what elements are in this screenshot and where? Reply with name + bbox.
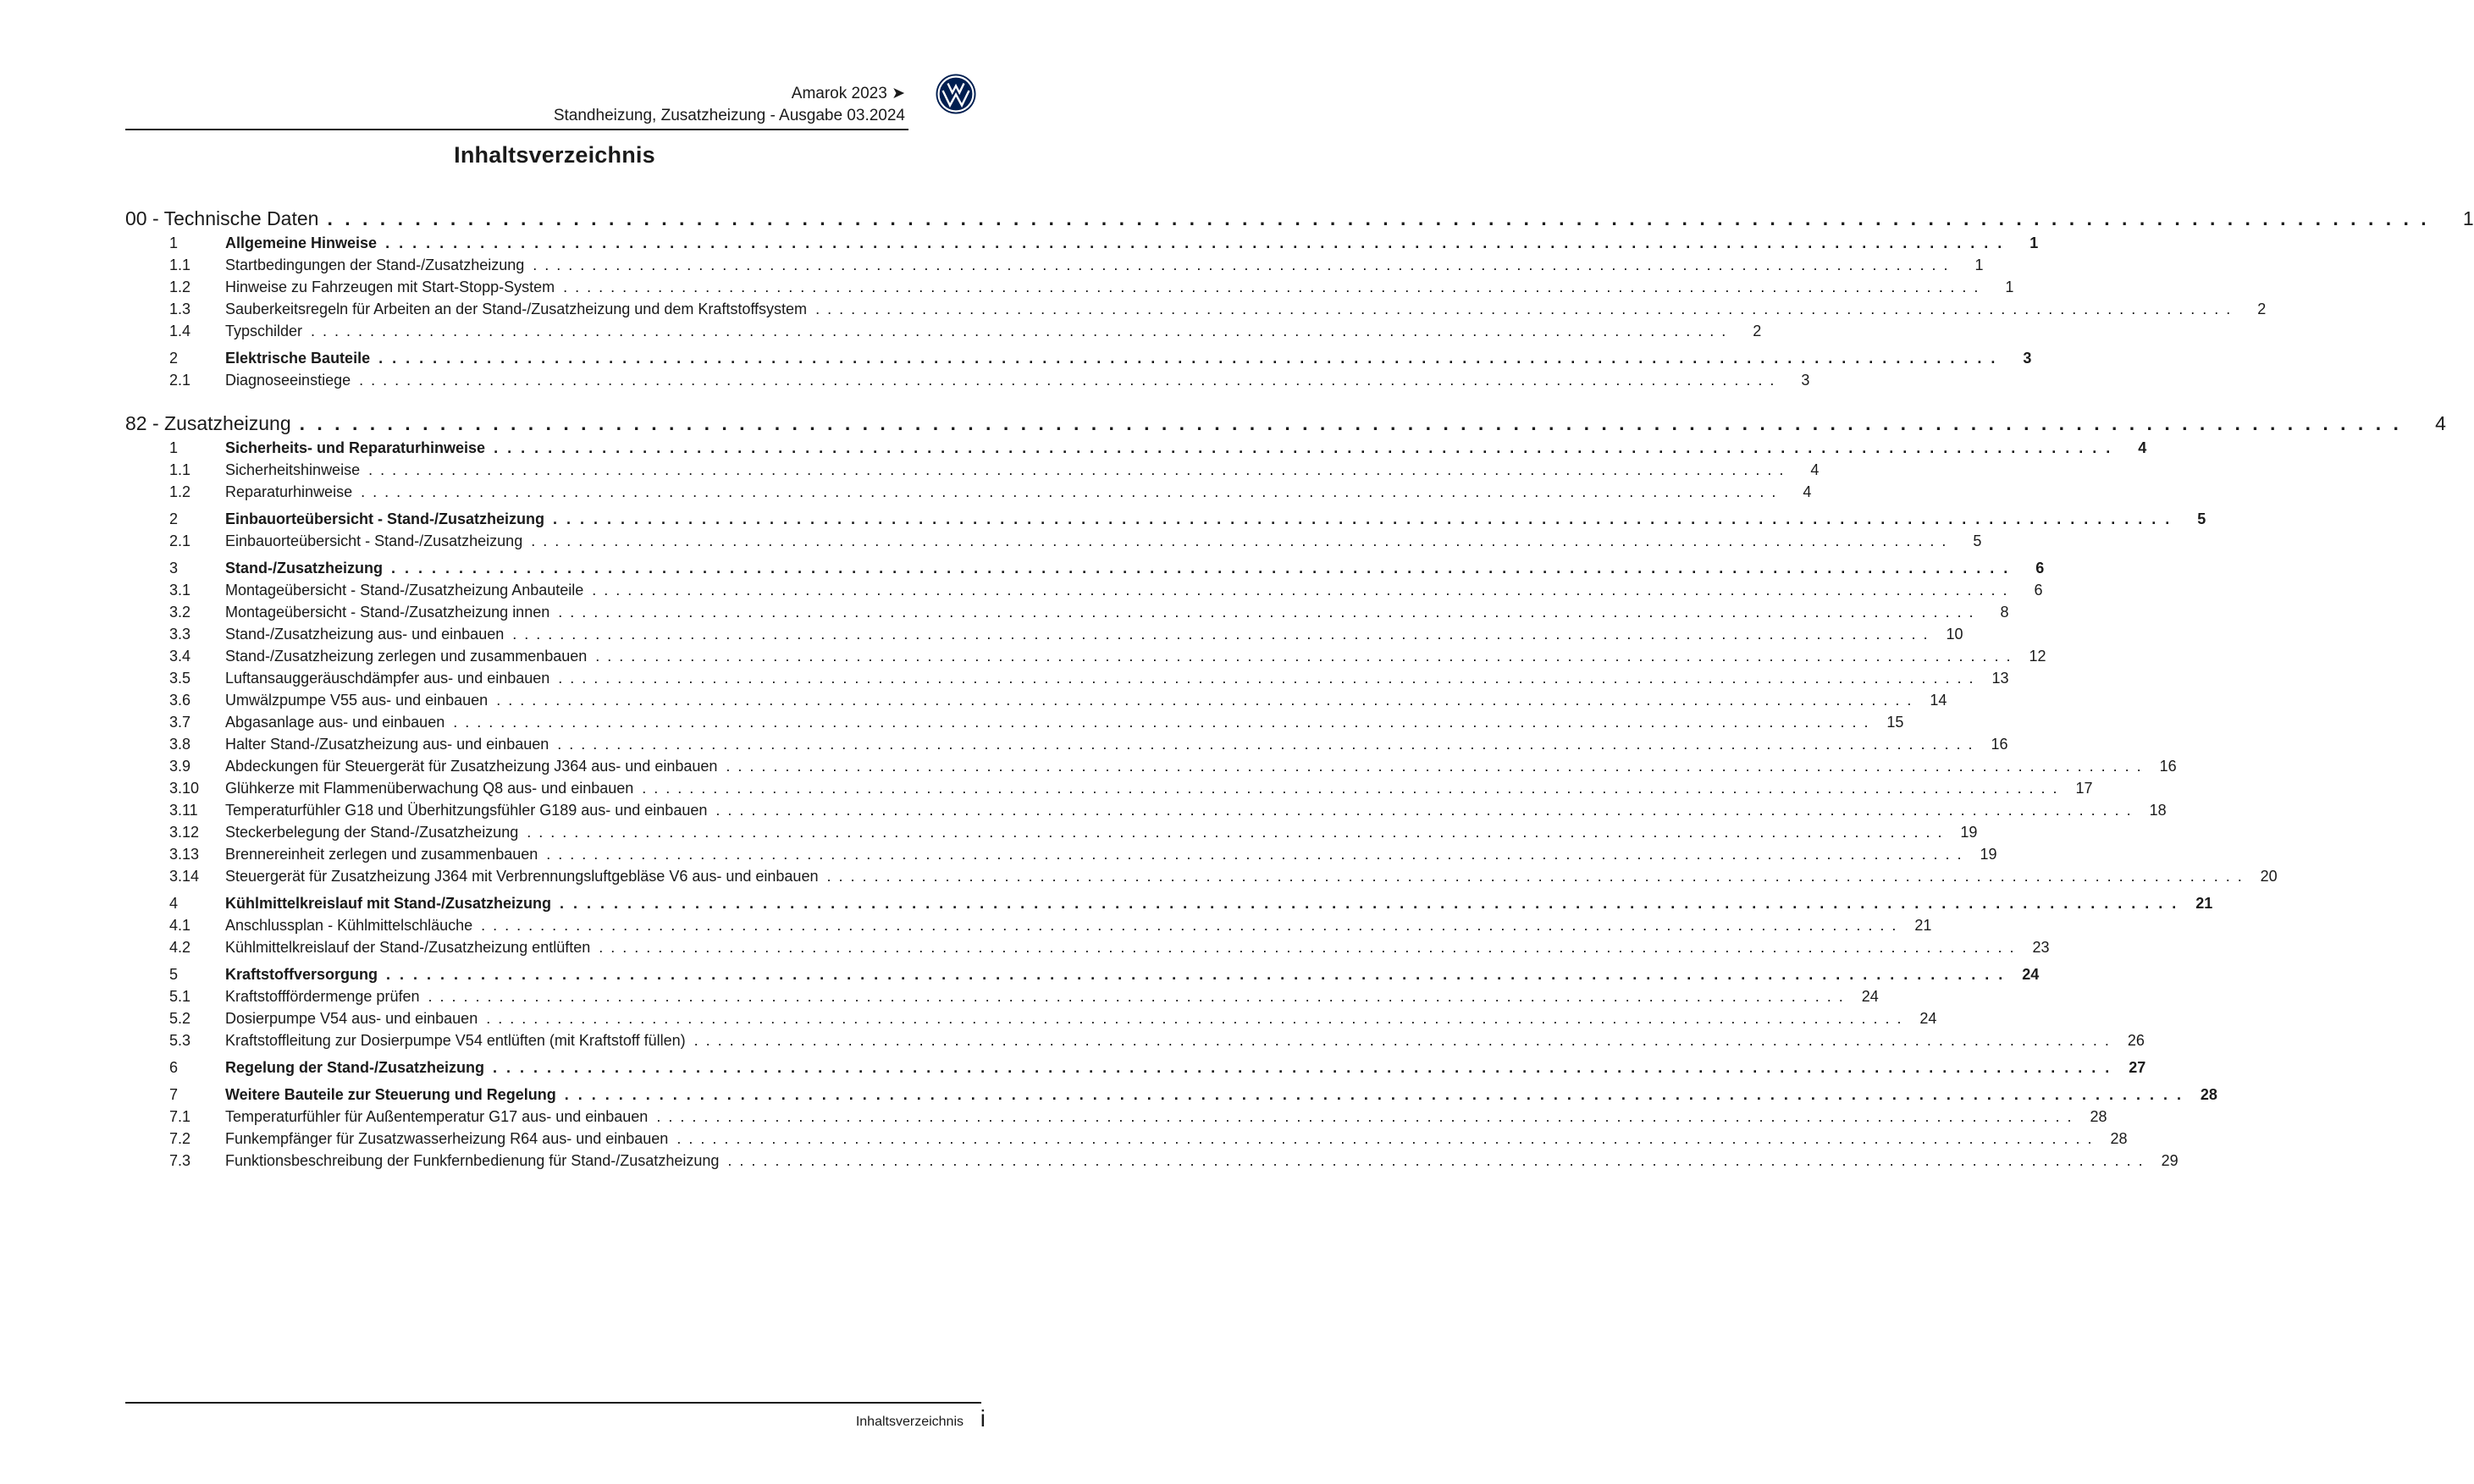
toc-entry-number: 3.2 [169, 604, 191, 621]
toc-entry-number: 6 [169, 1059, 179, 1076]
toc-entry-page: 1 [2462, 207, 2474, 229]
dot-leader: . . . . . . . . . . . . . . . . . . . . . . . . . . . . . . . . . . . . . . . . . . . . . . . . . . . . . . . . . . . . . . . . . . . . . . . . . . . . . . . . . . . . . . . . . . . . . . . . . . . . . . . . . . . . . . . . . . . . . . . . [378, 350, 1998, 367]
toc-entry-page: 4 [1810, 461, 1820, 478]
toc-entry-title: Temperaturfühler G18 und Überhitzungsfühler G189 aus- und einbauen [225, 802, 708, 819]
toc-entry-number: 2 [169, 350, 179, 367]
dot-leader: . . . . . . . . . . . . . . . . . . . . . . . . . . . . . . . . . . . . . . . . . . . . . . . . . . . . . . . . . . . . . . . . . . . . . . . . . . . . . . . . . . . . . . . . . . . . . . . . . . . . . . . . . . . . . . . . . . . . . . . . [560, 895, 2179, 912]
toc-subsection[interactable] [169, 709, 1904, 731]
toc-subsection[interactable] [169, 687, 1947, 709]
toc-subsection[interactable] [169, 643, 2046, 665]
toc-entry-title: Kraftstoffversorgung [225, 966, 378, 983]
dot-leader: . . . . . . . . . . . . . . . . . . . . . . . . . . . . . . . . . . . . . . . . . . . . . . . . . . . . . . . . . . . . . . . . . . . . . . . . . . . . . . . . . . . . . . . . . . . . . . . . . . . . . . . . . . . . . . . . . . . . . . . . [299, 412, 2402, 434]
toc-entry-page: 21 [2195, 895, 2213, 912]
page-header [125, 81, 908, 130]
dot-leader: . . . . . . . . . . . . . . . . . . . . . . . . . . . . . . . . . . . . . . . . . . . . . . . . . . . . . . . . . . . . . . . . . . . . . . . . . . . . . . . . . . . . . . . . . . . . . . . . . . . . . . . . . . . . . . . . . . . . . . . . [493, 1059, 2112, 1076]
toc-entry-page: 1 [1974, 257, 1984, 273]
toc-entry-page: 27 [2129, 1059, 2146, 1076]
dot-leader: . . . . . . . . . . . . . . . . . . . . . . . . . . . . . . . . . . . . . . . . . . . . . . . . . . . . . . . . . . . . . . . . . . . . . . . . . . . . . . . . . . . . . . . . . . . . . . . . . . . . . . . . . . . . . . . . . . . . . . . . [553, 510, 2173, 527]
dot-leader: . . . . . . . . . . . . . . . . . . . . . . . . . . . . . . . . . . . . . . . . . . . . . . . . . . . . . . . . . . . . . . . . . . . . . . . . . . . . . . . . . . . . . . . . . . . . . . . . . . . . . . . . . . . . . . . . . . . . . . . . [494, 439, 2113, 456]
dot-leader: . . . . . . . . . . . . . . . . . . . . . . . . . . . . . . . . . . . . . . . . . . . . . . . . . . . . . . . . . . . . . . . . . . . . . . . . . . . . . . . . . . . . . . . . . . . . . . . . . . . . . . . . . . . . . . . . . . . . . . . . [486, 1010, 1903, 1027]
toc-section[interactable] [169, 962, 2040, 984]
dot-leader: . . . . . . . . . . . . . . . . . . . . . . . . . . . . . . . . . . . . . . . . . . . . . . . . . . . . . . . . . . . . . . . . . . . . . . . . . . . . . . . . . . . . . . . . . . . . . . . . . . . . . . . . . . . . . . . . . . . . . . . . [592, 582, 2009, 599]
toc-entry-title: Funktionsbeschreibung der Funkfernbedienung für Stand-/Zusatzheizung [225, 1152, 720, 1169]
toc-entry-title: 00 - Technische Daten [125, 207, 319, 229]
toc-entry-number: 3.7 [169, 714, 191, 731]
toc-entry-title: Stand-/Zusatzheizung aus- und einbauen [225, 626, 505, 643]
toc-subsection[interactable] [169, 1028, 2145, 1050]
toc-entry-title: Einbauorteübersicht - Stand-/Zusatzheizung [225, 510, 545, 527]
toc-entry-page: 12 [2029, 648, 2046, 665]
toc-subsection[interactable] [169, 935, 2050, 957]
toc-entry-title: Reparaturhinweise [225, 483, 353, 500]
dot-leader: . . . . . . . . . . . . . . . . . . . . . . . . . . . . . . . . . . . . . . . . . . . . . . . . . . . . . . . . . . . . . . . . . . . . . . . . . . . . . . . . . . . . . . . . . . . . . . . . . . . . . . . . . . . . . . . . . . . . . . . . [361, 483, 1778, 500]
toc-entry-number: 7 [169, 1086, 179, 1103]
dot-leader: . . . . . . . . . . . . . . . . . . . . . . . . . . . . . . . . . . . . . . . . . . . . . . . . . . . . . . . . . . . . . . . . . . . . . . . . . . . . . . . . . . . . . . . . . . . . . . . . . . . . . . . . . . . . . . . . . . . . . . . . [481, 917, 1898, 934]
dot-leader: . . . . . . . . . . . . . . . . . . . . . . . . . . . . . . . . . . . . . . . . . . . . . . . . . . . . . . . . . . . . . . . . . . . . . . . . . . . . . . . . . . . . . . . . . . . . . . . . . . . . . . . . . . . . . . . . . . . . . . . . [368, 461, 1786, 478]
toc-subsection[interactable] [169, 1104, 2107, 1126]
toc-entry-page: 14 [1930, 692, 1947, 709]
toc-section[interactable] [169, 345, 2032, 367]
dot-leader: . . . . . . . . . . . . . . . . . . . . . . . . . . . . . . . . . . . . . . . . . . . . . . . . . . . . . . . . . . . . . . . . . . . . . . . . . . . . . . . . . . . . . . . . . . . . . . . . . . . . . . . . . . . . . . . . . . . . . . . . [546, 846, 1963, 863]
toc-subsection[interactable] [169, 775, 2093, 797]
toc-entry-number: 3.5 [169, 670, 191, 687]
dot-leader: . . . . . . . . . . . . . . . . . . . . . . . . . . . . . . . . . . . . . . . . . . . . . . . . . . . . . . . . . . . . . . . . . . . . . . . . . . . . . . . . . . . . . . . . . . . . . . . . . . . . . . . . . . . . . . . . . . . . . . . . [693, 1032, 2111, 1049]
toc-entry-title: Typschilder [225, 323, 303, 339]
toc-subsection[interactable] [169, 913, 1932, 935]
toc-subsection[interactable] [169, 577, 2043, 599]
toc-subsection[interactable] [169, 819, 1978, 841]
dot-leader: . . . . . . . . . . . . . . . . . . . . . . . . . . . . . . . . . . . . . . . . . . . . . . . . . . . . . . . . . . . . . . . . . . . . . . . . . . . . . . . . . . . . . . . . . . . . . . . . . . . . . . . . . . . . . . . . . . . . . . . . [533, 257, 1950, 273]
dot-leader: . . . . . . . . . . . . . . . . . . . . . . . . . . . . . . . . . . . . . . . . . . . . . . . . . . . . . . . . . . . . . . . . . . . . . . . . . . . . . . . . . . . . . . . . . . . . . . . . . . . . . . . . . . . . . . . . . . . . . . . . [563, 279, 1980, 295]
toc-entry-title: 82 - Zusatzheizung [125, 412, 291, 434]
toc-entry-number: 7.3 [169, 1152, 191, 1169]
dot-leader: . . . . . . . . . . . . . . . . . . . . . . . . . . . . . . . . . . . . . . . . . . . . . . . . . . . . . . . . . . . . . . . . . . . . . . . . . . . . . . . . . . . . . . . . . . . . . . . . . . . . . . . . . . . . . . . . . . . . . . . . [558, 604, 1975, 621]
toc-entry-number: 3.12 [169, 824, 200, 841]
toc-entry-page: 3 [2023, 350, 2032, 367]
footer-label: Inhaltsverzeichnis [855, 1415, 964, 1429]
toc-entry-title: Sauberkeitsregeln für Arbeiten an der Stand-/Zusatzheizung und dem Kraftstoffsystem [225, 301, 808, 317]
dot-leader: . . . . . . . . . . . . . . . . . . . . . . . . . . . . . . . . . . . . . . . . . . . . . . . . . . . . . . . . . . . . . . . . . . . . . . . . . . . . . . . . . . . . . . . . . . . . . . . . . . . . . . . . . . . . . . . . . . . . . . . . [656, 1108, 2074, 1125]
toc-entry-page: 13 [1991, 670, 2009, 687]
toc-entry-page: 24 [1861, 988, 1879, 1005]
toc-entry-title: Allgemeine Hinweise [225, 234, 378, 251]
dot-leader: . . . . . . . . . . . . . . . . . . . . . . . . . . . . . . . . . . . . . . . . . . . . . . . . . . . . . . . . . . . . . . . . . . . . . . . . . . . . . . . . . . . . . . . . . . . . . . . . . . . . . . . . . . . . . . . . . . . . . . . . [557, 736, 1974, 753]
toc-subsection[interactable] [169, 274, 2014, 296]
toc-section[interactable] [169, 555, 2045, 577]
toc-entry-page: 28 [2110, 1130, 2128, 1147]
dot-leader: . . . . . . . . . . . . . . . . . . . . . . . . . . . . . . . . . . . . . . . . . . . . . . . . . . . . . . . . . . . . . . . . . . . . . . . . . . . . . . . . . . . . . . . . . . . . . . . . . . . . . . . . . . . . . . . . . . . . . . . . [531, 532, 1948, 549]
toc-section[interactable] [169, 506, 2206, 528]
toc-entry-page: 10 [1946, 626, 1963, 643]
page-title: Inhaltsverzeichnis [454, 142, 655, 168]
toc-entry-page: 6 [2034, 582, 2043, 599]
toc-entry-page: 3 [1801, 372, 1810, 389]
dot-leader: . . . . . . . . . . . . . . . . . . . . . . . . . . . . . . . . . . . . . . . . . . . . . . . . . . . . . . . . . . . . . . . . . . . . . . . . . . . . . . . . . . . . . . . . . . . . . . . . . . . . . . . . . . . . . . . . . . . . . . . . [642, 780, 2059, 797]
dot-leader: . . . . . . . . . . . . . . . . . . . . . . . . . . . . . . . . . . . . . . . . . . . . . . . . . . . . . . . . . . . . . . . . . . . . . . . . . . . . . . . . . . . . . . . . . . . . . . . . . . . . . . . . . . . . . . . . . . . . . . . . [558, 670, 1975, 687]
dot-leader: . . . . . . . . . . . . . . . . . . . . . . . . . . . . . . . . . . . . . . . . . . . . . . . . . . . . . . . . . . . . . . . . . . . . . . . . . . . . . . . . . . . . . . . . . . . . . . . . . . . . . . . . . . . . . . . . . . . . . . . . [815, 301, 2233, 317]
toc-section[interactable] [169, 891, 2213, 913]
toc-entry-number: 7.2 [169, 1130, 191, 1147]
toc-entry-page: 26 [2127, 1032, 2145, 1049]
toc-subsection[interactable] [169, 1126, 2128, 1148]
toc-entry-title: Montageübersicht - Stand-/Zusatzheizung Anbauteile [225, 582, 584, 599]
header-subtitle: Standheizung, Zusatzheizung - Ausgabe 03.2024 [553, 107, 905, 124]
dot-leader: . . . . . . . . . . . . . . . . . . . . . . . . . . . . . . . . . . . . . . . . . . . . . . . . . . . . . . . . . . . . . . . . . . . . . . . . . . . . . . . . . . . . . . . . . . . . . . . . . . . . . . . . . . . . . . . . . . . . . . . . [727, 1152, 2145, 1169]
dot-leader: . . . . . . . . . . . . . . . . . . . . . . . . . . . . . . . . . . . . . . . . . . . . . . . . . . . . . . . . . . . . . . . . . . . . . . . . . . . . . . . . . . . . . . . . . . . . . . . . . . . . . . . . . . . . . . . . . . . . . . . . [327, 207, 2430, 229]
footer-page-number: i [980, 1405, 986, 1432]
toc-entry-page: 28 [2090, 1108, 2107, 1125]
footer-divider [125, 1402, 981, 1404]
toc-entry-title: Abdeckungen für Steuergerät für Zusatzheizung J364 aus- und einbauen [225, 758, 718, 775]
toc-entry-page: 5 [1973, 532, 1982, 549]
toc-subsection[interactable] [169, 252, 1984, 274]
toc-entry-number: 4.1 [169, 917, 191, 934]
toc-subsection[interactable] [169, 367, 1810, 389]
toc-entry-page: 5 [2197, 510, 2206, 527]
toc-entry-title: Sicherheits- und Reparaturhinweise [225, 439, 486, 456]
toc-entry-page: 19 [1980, 846, 1997, 863]
toc-entry-number: 3.1 [169, 582, 191, 599]
toc-entry-page: 6 [2035, 560, 2045, 576]
dot-leader: . . . . . . . . . . . . . . . . . . . . . . . . . . . . . . . . . . . . . . . . . . . . . . . . . . . . . . . . . . . . . . . . . . . . . . . . . . . . . . . . . . . . . . . . . . . . . . . . . . . . . . . . . . . . . . . . . . . . . . . . [512, 626, 1930, 643]
dot-leader: . . . . . . . . . . . . . . . . . . . . . . . . . . . . . . . . . . . . . . . . . . . . . . . . . . . . . . . . . . . . . . . . . . . . . . . . . . . . . . . . . . . . . . . . . . . . . . . . . . . . . . . . . . . . . . . . . . . . . . . . [715, 802, 2133, 819]
toc-entry-page: 16 [1991, 736, 2008, 753]
toc-subsection[interactable] [169, 731, 2008, 753]
dot-leader: . . . . . . . . . . . . . . . . . . . . . . . . . . . . . . . . . . . . . . . . . . . . . . . . . . . . . . . . . . . . . . . . . . . . . . . . . . . . . . . . . . . . . . . . . . . . . . . . . . . . . . . . . . . . . . . . . . . . . . . . [826, 868, 2244, 885]
toc-entry-page: 24 [1919, 1010, 1937, 1027]
toc-subsection[interactable] [169, 457, 1820, 479]
toc-entry-title: Elektrische Bauteile [225, 350, 371, 367]
toc-entry-number: 2.1 [169, 372, 191, 389]
toc-entry-page: 8 [2000, 604, 2009, 621]
header-model-line: Amarok 2023 ➤ [791, 85, 905, 102]
toc-entry-number: 3.6 [169, 692, 191, 709]
toc-entry-number: 1.2 [169, 483, 191, 500]
dot-leader: . . . . . . . . . . . . . . . . . . . . . . . . . . . . . . . . . . . . . . . . . . . . . . . . . . . . . . . . . . . . . . . . . . . . . . . . . . . . . . . . . . . . . . . . . . . . . . . . . . . . . . . . . . . . . . . . . . . . . . . . [527, 824, 1944, 841]
toc-entry-title: Regelung der Stand-/Zusatzheizung [225, 1059, 485, 1076]
toc-subsection[interactable] [169, 753, 2177, 775]
toc-section[interactable] [169, 1055, 2146, 1077]
toc-entry-number: 2.1 [169, 532, 191, 549]
toc-entry-title: Funkempfänger für Zusatzwasserheizung R64 aus- und einbauen [225, 1130, 669, 1147]
toc-entry-number: 3.8 [169, 736, 191, 753]
toc-entry-title: Steuergerät für Zusatzheizung J364 mit Verbrennungsluftgebläse V6 aus- und einbauen [225, 868, 819, 885]
toc-subsection[interactable] [169, 528, 1982, 550]
toc-entry-page: 4 [1803, 483, 1812, 500]
toc-entry-title: Halter Stand-/Zusatzheizung aus- und einbauen [225, 736, 549, 753]
dot-leader: . . . . . . . . . . . . . . . . . . . . . . . . . . . . . . . . . . . . . . . . . . . . . . . . . . . . . . . . . . . . . . . . . . . . . . . . . . . . . . . . . . . . . . . . . . . . . . . . . . . . . . . . . . . . . . . . . . . . . . . . [564, 1086, 2184, 1103]
toc-entry-title: Kühlmittelkreislauf der Stand-/Zusatzheizung entlüften [225, 939, 591, 956]
toc-entry-title: Umwälzpumpe V55 aus- und einbauen [225, 692, 489, 709]
toc-entry-number: 1 [169, 439, 179, 456]
toc-subsection[interactable] [169, 318, 1762, 340]
toc-section[interactable] [169, 435, 2147, 457]
toc-entry-number: 5.1 [169, 988, 191, 1005]
toc-entry-number: 3.3 [169, 626, 191, 643]
toc-subsection[interactable] [169, 296, 2267, 318]
toc-entry-page: 28 [2200, 1086, 2217, 1103]
toc-entry-title: Montageübersicht - Stand-/Zusatzheizung innen [225, 604, 550, 621]
toc-entry-page: 24 [2022, 966, 2040, 983]
toc-chapter[interactable] [125, 201, 2474, 230]
toc-entry-number: 1.4 [169, 323, 191, 339]
toc-entry-title: Kraftstofffördermenge prüfen [225, 988, 420, 1005]
toc-subsection[interactable] [169, 599, 2009, 621]
toc-entry-title: Hinweise zu Fahrzeugen mit Start-Stopp-System [225, 279, 555, 295]
toc-entry-number: 4.2 [169, 939, 191, 956]
dot-leader: . . . . . . . . . . . . . . . . . . . . . . . . . . . . . . . . . . . . . . . . . . . . . . . . . . . . . . . . . . . . . . . . . . . . . . . . . . . . . . . . . . . . . . . . . . . . . . . . . . . . . . . . . . . . . . . . . . . . . . . . [391, 560, 2011, 576]
toc-entry-page: 4 [2435, 412, 2446, 434]
toc-entry-title: Sicherheitshinweise [225, 461, 361, 478]
toc-entry-number: 1.2 [169, 279, 191, 295]
dot-leader: . . . . . . . . . . . . . . . . . . . . . . . . . . . . . . . . . . . . . . . . . . . . . . . . . . . . . . . . . . . . . . . . . . . . . . . . . . . . . . . . . . . . . . . . . . . . . . . . . . . . . . . . . . . . . . . . . . . . . . . . [595, 648, 2013, 665]
toc-entry-title: Kraftstoffleitung zur Dosierpumpe V54 entlüften (mit Kraftstoff füllen) [225, 1032, 686, 1049]
toc-subsection[interactable] [169, 1006, 1937, 1028]
dot-leader: . . . . . . . . . . . . . . . . . . . . . . . . . . . . . . . . . . . . . . . . . . . . . . . . . . . . . . . . . . . . . . . . . . . . . . . . . . . . . . . . . . . . . . . . . . . . . . . . . . . . . . . . . . . . . . . . . . . . . . . . [726, 758, 2143, 775]
toc-section[interactable] [169, 230, 2039, 252]
toc-entry-number: 3.9 [169, 758, 191, 775]
toc-entry-title: Weitere Bauteile zur Steuerung und Regelung [225, 1086, 556, 1103]
toc-entry-number: 3.13 [169, 846, 200, 863]
toc-subsection[interactable] [169, 841, 1997, 863]
dot-leader: . . . . . . . . . . . . . . . . . . . . . . . . . . . . . . . . . . . . . . . . . . . . . . . . . . . . . . . . . . . . . . . . . . . . . . . . . . . . . . . . . . . . . . . . . . . . . . . . . . . . . . . . . . . . . . . . . . . . . . . . [311, 323, 1728, 339]
dot-leader: . . . . . . . . . . . . . . . . . . . . . . . . . . . . . . . . . . . . . . . . . . . . . . . . . . . . . . . . . . . . . . . . . . . . . . . . . . . . . . . . . . . . . . . . . . . . . . . . . . . . . . . . . . . . . . . . . . . . . . . . [359, 372, 1776, 389]
dot-leader: . . . . . . . . . . . . . . . . . . . . . . . . . . . . . . . . . . . . . . . . . . . . . . . . . . . . . . . . . . . . . . . . . . . . . . . . . . . . . . . . . . . . . . . . . . . . . . . . . . . . . . . . . . . . . . . . . . . . . . . . [496, 692, 1913, 709]
toc-subsection[interactable] [169, 863, 2278, 885]
toc-entry-page: 2 [2257, 301, 2267, 317]
toc-chapter[interactable] [125, 406, 2446, 435]
toc-entry-number: 5.2 [169, 1010, 191, 1027]
toc-entry-number: 3.10 [169, 780, 200, 797]
toc-subsection[interactable] [169, 984, 1879, 1006]
toc-entry-number: 3.4 [169, 648, 191, 665]
toc-entry-title: Glühkerze mit Flammenüberwachung Q8 aus- und einbauen [225, 780, 634, 797]
toc-section[interactable] [169, 1082, 2217, 1104]
dot-leader: . . . . . . . . . . . . . . . . . . . . . . . . . . . . . . . . . . . . . . . . . . . . . . . . . . . . . . . . . . . . . . . . . . . . . . . . . . . . . . . . . . . . . . . . . . . . . . . . . . . . . . . . . . . . . . . . . . . . . . . . [385, 234, 2005, 251]
toc-entry-page: 2 [1753, 323, 1762, 339]
toc-entry-page: 15 [1886, 714, 1904, 731]
toc-entry-number: 7.1 [169, 1108, 191, 1125]
toc-entry-title: Diagnoseeinstiege [225, 372, 351, 389]
toc-entry-title: Startbedingungen der Stand-/Zusatzheizung [225, 257, 525, 273]
toc-entry-page: 1 [2005, 279, 2014, 295]
toc-entry-page: 29 [2161, 1152, 2179, 1169]
toc-entry-title: Brennereinheit zerlegen und zusammenbauen [225, 846, 538, 863]
toc-entry-page: 19 [1960, 824, 1978, 841]
toc-subsection[interactable] [169, 621, 1963, 643]
dot-leader: . . . . . . . . . . . . . . . . . . . . . . . . . . . . . . . . . . . . . . . . . . . . . . . . . . . . . . . . . . . . . . . . . . . . . . . . . . . . . . . . . . . . . . . . . . . . . . . . . . . . . . . . . . . . . . . . . . . . . . . . [599, 939, 2016, 956]
toc-entry-title: Stand-/Zusatzheizung [225, 560, 383, 576]
toc-subsection[interactable] [169, 479, 1812, 501]
toc-entry-title: Dosierpumpe V54 aus- und einbauen [225, 1010, 478, 1027]
toc-entry-page: 4 [2138, 439, 2147, 456]
table-of-contents [125, 201, 2474, 1170]
toc-entry-page: 17 [2075, 780, 2093, 797]
toc-entry-page: 1 [2029, 234, 2039, 251]
toc-entry-number: 4 [169, 895, 179, 912]
toc-entry-title: Steckerbelegung der Stand-/Zusatzheizung [225, 824, 519, 841]
toc-entry-title: Stand-/Zusatzheizung zerlegen und zusammenbauen [225, 648, 588, 665]
toc-subsection[interactable] [169, 665, 2009, 687]
dot-leader: . . . . . . . . . . . . . . . . . . . . . . . . . . . . . . . . . . . . . . . . . . . . . . . . . . . . . . . . . . . . . . . . . . . . . . . . . . . . . . . . . . . . . . . . . . . . . . . . . . . . . . . . . . . . . . . . . . . . . . . . [428, 988, 1845, 1005]
toc-subsection[interactable] [169, 797, 2167, 819]
dot-leader: . . . . . . . . . . . . . . . . . . . . . . . . . . . . . . . . . . . . . . . . . . . . . . . . . . . . . . . . . . . . . . . . . . . . . . . . . . . . . . . . . . . . . . . . . . . . . . . . . . . . . . . . . . . . . . . . . . . . . . . . [676, 1130, 2094, 1147]
toc-entry-page: 18 [2149, 802, 2167, 819]
toc-entry-number: 5.3 [169, 1032, 191, 1049]
toc-entry-number: 1.3 [169, 301, 191, 317]
toc-entry-number: 3.14 [169, 868, 200, 885]
dot-leader: . . . . . . . . . . . . . . . . . . . . . . . . . . . . . . . . . . . . . . . . . . . . . . . . . . . . . . . . . . . . . . . . . . . . . . . . . . . . . . . . . . . . . . . . . . . . . . . . . . . . . . . . . . . . . . . . . . . . . . . . [386, 966, 2006, 983]
toc-entry-number: 1.1 [169, 257, 191, 273]
toc-entry-page: 20 [2260, 868, 2278, 885]
toc-entry-title: Temperaturfühler für Außentemperatur G17 aus- und einbauen [225, 1108, 649, 1125]
toc-entry-number: 5 [169, 966, 179, 983]
toc-entry-title: Luftansauggeräuschdämpfer aus- und einbauen [225, 670, 550, 687]
toc-entry-number: 1.1 [169, 461, 191, 478]
toc-subsection[interactable] [169, 1148, 2179, 1170]
toc-entry-number: 1 [169, 234, 179, 251]
vw-logo-icon [935, 73, 977, 115]
toc-entry-page: 21 [1914, 917, 1932, 934]
toc-entry-number: 3.11 [169, 802, 198, 819]
toc-entry-page: 16 [2159, 758, 2177, 775]
toc-entry-title: Abgasanlage aus- und einbauen [225, 714, 445, 731]
toc-entry-title: Anschlussplan - Kühlmittelschläuche [225, 917, 473, 934]
toc-entry-title: Einbauorteübersicht - Stand-/Zusatzheizung [225, 532, 523, 549]
toc-entry-number: 3 [169, 560, 179, 576]
toc-entry-title: Kühlmittelkreislauf mit Stand-/Zusatzheizung [225, 895, 552, 912]
toc-entry-page: 23 [2032, 939, 2050, 956]
toc-entry-number: 2 [169, 510, 179, 527]
dot-leader: . . . . . . . . . . . . . . . . . . . . . . . . . . . . . . . . . . . . . . . . . . . . . . . . . . . . . . . . . . . . . . . . . . . . . . . . . . . . . . . . . . . . . . . . . . . . . . . . . . . . . . . . . . . . . . . . . . . . . . . . [453, 714, 1870, 731]
